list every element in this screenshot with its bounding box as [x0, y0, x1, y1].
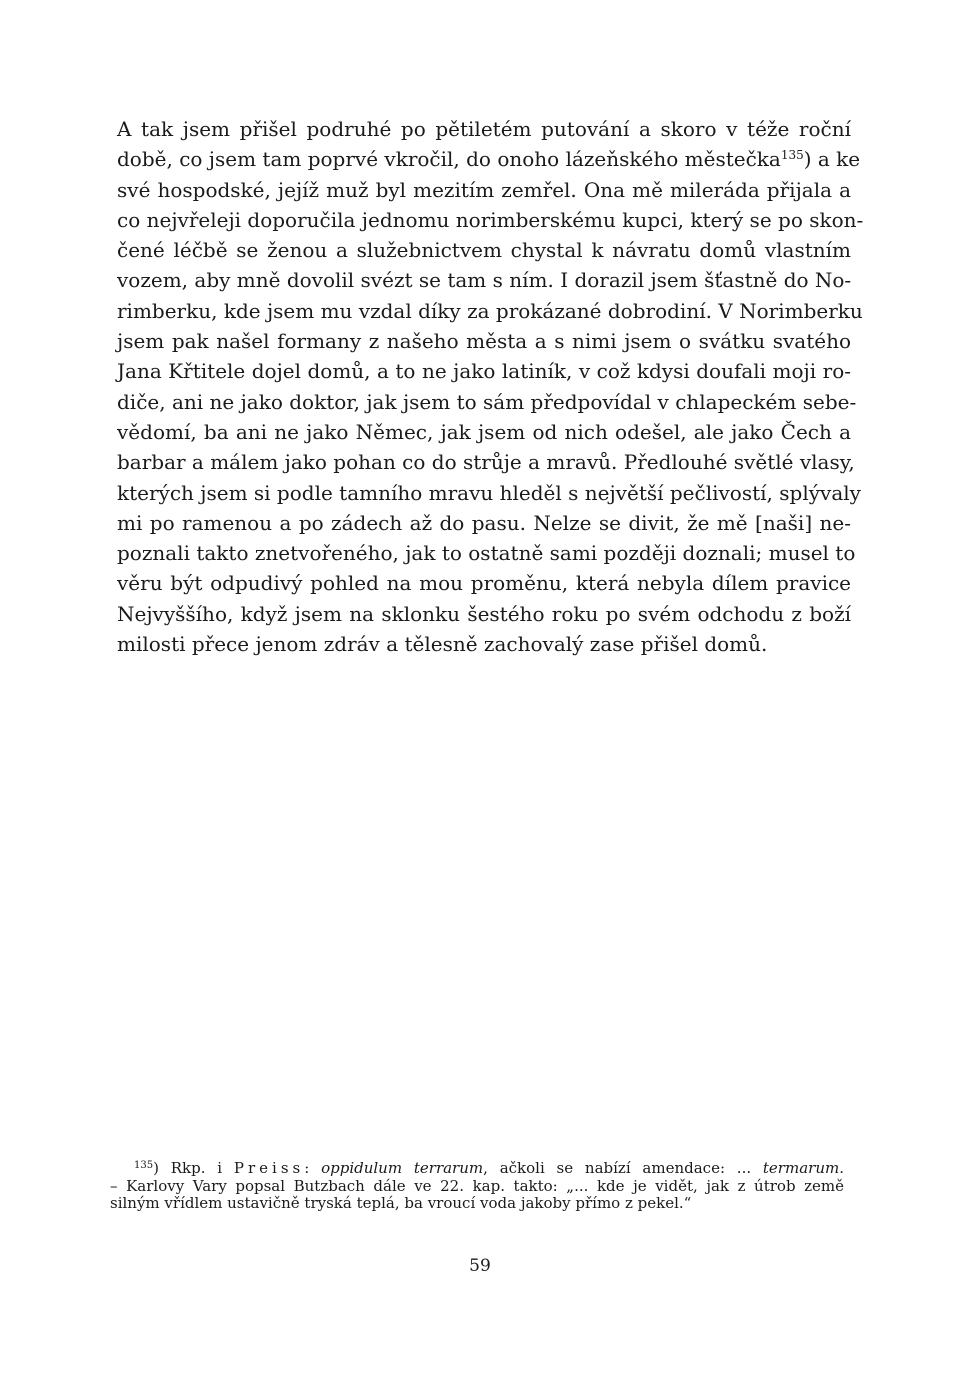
text-line-2-tail: ) a ke	[803, 147, 861, 172]
text-line-8: jsem pak našel formany z našeho města a s nimi jsem o svátku svatého	[117, 329, 851, 354]
text-line-2	[117, 144, 861, 174]
footnote-line-3: silným vřídlem ustavičně tryská teplá, ba vroucí voda jakoby přímo z pekel.“	[110, 1194, 692, 1212]
footnote-text-b: :	[304, 1159, 322, 1177]
text-line-6: vozem, aby mně dovolil svézt se tam s ním. I dorazil jsem šťastně do No-	[117, 268, 852, 293]
text-line-11: vědomí, ba ani ne jako Němec, jak jsem od nich odešel, ale jako Čech a	[117, 419, 851, 444]
footnote-quote-1: oppidulum terrarum	[321, 1159, 484, 1177]
text-line-10: diče, ani ne jako doktor, jak jsem to sám předpovídal v chlapeckém sebe-	[117, 389, 857, 414]
text-line-16: věru být odpudivý pohled na mou proměnu, která nebyla dílem pravice	[117, 571, 851, 596]
footnote-line-1	[110, 1160, 844, 1178]
text-line-2-body: době, co jsem tam poprvé vkročil, do onoho lázeňského městečka	[117, 147, 781, 172]
text-line-1: A tak jsem přišel podruhé po pětiletém putování a skoro v téže roční	[117, 117, 851, 141]
text-line-12: barbar a málem jako pohan co do strůje a mravů. Předlouhé světlé vlasy,	[117, 450, 855, 475]
text-line-13: kterých jsem si podle tamního mravu hleděl s největší pečlivostí, splývaly	[117, 480, 861, 505]
footnote-text-a: ) Rkp. i	[153, 1159, 234, 1177]
text-line-14: mi po ramenou a po zádech až do pasu. Nelze se divit, že mě [naši] ne-	[117, 510, 851, 535]
footnote-number: 135	[134, 1160, 154, 1171]
footnote-quote-2: termarum.	[762, 1159, 844, 1177]
text-line-7: rimberku, kde jsem mu vzdal díky za prokázané dobrodiní. V Norimberku	[117, 298, 863, 323]
page-number: 59	[469, 1256, 491, 1276]
footnote	[110, 1160, 844, 1213]
text-line-9: Jana Křtitele dojel domů, a to ne jako latiník, v což kdysi doufali moji ro-	[117, 359, 851, 384]
text-line-5: čené léčbě se ženou a služebnictvem chystal k návratu domů vlastním	[117, 238, 851, 263]
footnote-line-2: – Karlovy Vary popsal Butzbach dále ve 22. kap. takto: „... kde je vidět, jak z útrob země	[110, 1176, 844, 1195]
footnote-reference[interactable]: 135	[780, 148, 804, 163]
text-line-15: poznali takto znetvořeného, jak to ostatně sami později doznali; musel to	[117, 541, 856, 566]
footnote-text-c: , ačkoli se nabízí amendace: ...	[483, 1159, 763, 1177]
main-text-block	[117, 114, 864, 659]
text-line-3: své hospodské, jejíž muž byl mezitím zemřel. Ona mě mileráda přijala a	[117, 177, 851, 202]
text-line-17: Nejvyššího, když jsem na sklonku šestého roku po svém odchodu z boží	[117, 601, 851, 626]
text-line-4: co nejvřeleji doporučila jednomu norimberskému kupci, který se po skon-	[117, 207, 864, 232]
text-line-18: milosti přece jenom zdráv a tělesně zachovalý zase přišel domů.	[117, 632, 768, 657]
footnote-author: Preiss	[233, 1159, 305, 1177]
